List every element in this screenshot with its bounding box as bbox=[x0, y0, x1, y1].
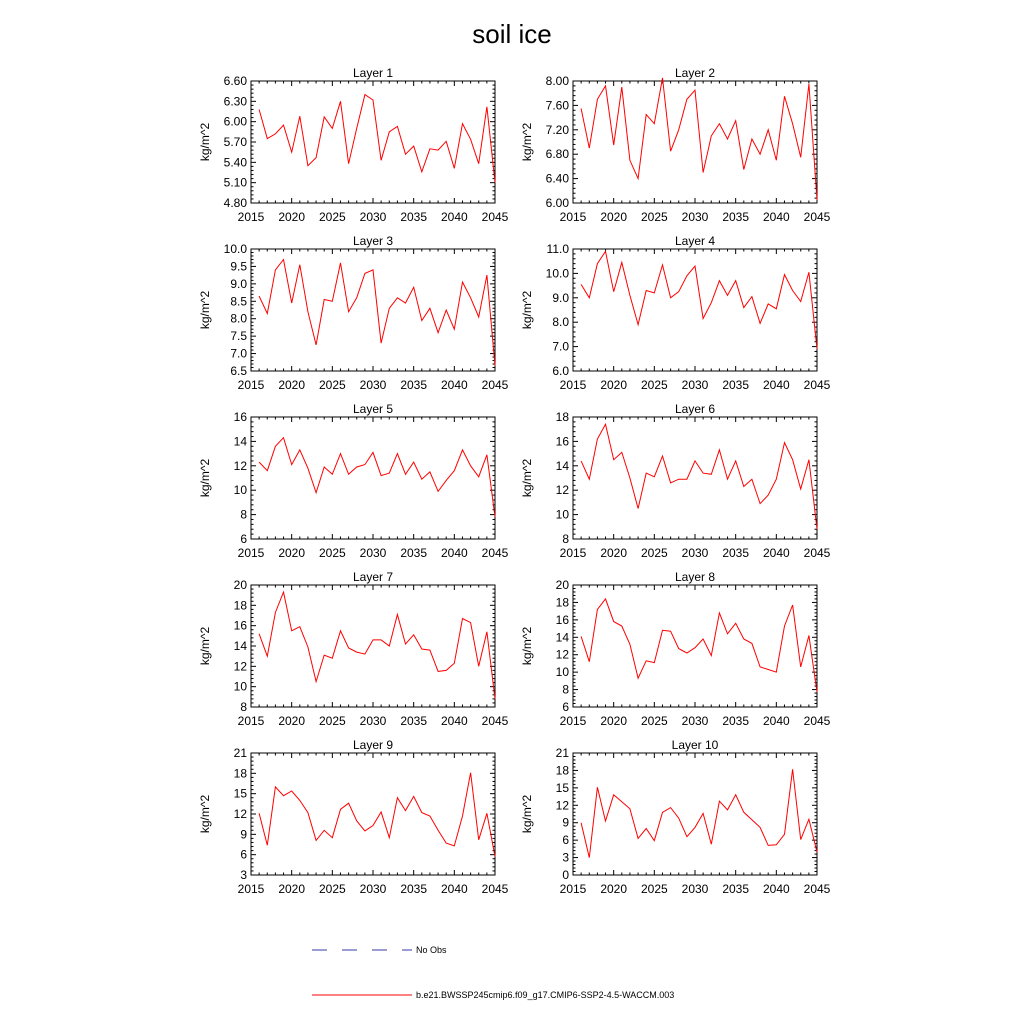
plot-frame bbox=[251, 249, 495, 371]
y-tick-label: 5.70 bbox=[223, 135, 247, 149]
x-tick-label: 2035 bbox=[722, 210, 750, 224]
y-tick-label: 12 bbox=[555, 483, 569, 498]
y-tick-label: 8 bbox=[562, 532, 569, 546]
panel-layer-2 bbox=[520, 66, 831, 224]
x-tick-label: 2015 bbox=[237, 714, 265, 728]
x-tick-label: 2035 bbox=[400, 378, 428, 392]
panel-title: Layer 9 bbox=[352, 738, 394, 752]
y-tick-label: 18 bbox=[555, 595, 569, 610]
y-axis-label: kg/m^2 bbox=[520, 794, 534, 834]
x-tick-label: 2030 bbox=[681, 882, 709, 896]
y-tick-label: 10 bbox=[233, 483, 247, 498]
x-tick-label: 2015 bbox=[559, 882, 587, 896]
x-tick-label: 2020 bbox=[600, 210, 628, 224]
y-tick-label: 14 bbox=[233, 639, 247, 653]
panel-title: Layer 4 bbox=[674, 234, 716, 248]
y-tick-label: 7.20 bbox=[545, 122, 569, 137]
y-tick-label: 7.0 bbox=[552, 339, 569, 354]
x-tick-label: 2025 bbox=[318, 546, 346, 560]
y-tick-label: 12 bbox=[555, 647, 569, 662]
y-tick-label: 8 bbox=[240, 507, 247, 522]
x-tick-label: 2020 bbox=[278, 210, 306, 224]
series-line bbox=[581, 424, 817, 529]
panels-grid bbox=[198, 66, 831, 896]
y-tick-label: 3 bbox=[562, 850, 569, 865]
x-tick-label: 2040 bbox=[762, 210, 790, 224]
x-tick-label: 2015 bbox=[559, 714, 587, 728]
x-tick-label: 2045 bbox=[481, 714, 509, 728]
y-tick-label: 6.30 bbox=[223, 94, 247, 109]
y-axis-label: kg/m^2 bbox=[198, 122, 212, 162]
legend-label-model: b.e21.BWSSP245cmip6.f09_g17.CMIP6-SSP2-4.5-WACCM.003 bbox=[416, 990, 675, 1000]
y-tick-label: 4.80 bbox=[223, 196, 247, 210]
y-tick-label: 6 bbox=[240, 847, 247, 862]
x-tick-label: 2030 bbox=[681, 378, 709, 392]
y-tick-label: 16 bbox=[555, 612, 569, 627]
x-tick-label: 2020 bbox=[278, 882, 306, 896]
x-tick-label: 2035 bbox=[722, 882, 750, 896]
x-tick-label: 2040 bbox=[440, 210, 468, 224]
panel-layer-3 bbox=[198, 234, 509, 392]
y-tick-label: 6.60 bbox=[223, 74, 247, 88]
y-tick-label: 18 bbox=[555, 410, 569, 424]
x-tick-label: 2030 bbox=[359, 378, 387, 392]
x-tick-label: 2020 bbox=[278, 714, 306, 728]
y-tick-label: 12 bbox=[233, 659, 247, 674]
y-tick-label: 18 bbox=[233, 598, 247, 613]
plot-frame bbox=[251, 585, 495, 707]
x-tick-label: 2035 bbox=[400, 714, 428, 728]
y-tick-label: 6 bbox=[562, 833, 569, 848]
y-tick-label: 12 bbox=[233, 458, 247, 473]
y-tick-label: 10 bbox=[555, 507, 569, 522]
x-tick-label: 2015 bbox=[237, 210, 265, 224]
panel-title: Layer 6 bbox=[674, 402, 716, 416]
y-tick-label: 8.00 bbox=[545, 74, 569, 88]
x-tick-label: 2025 bbox=[318, 714, 346, 728]
panel-layer-6 bbox=[520, 402, 831, 560]
panel-layer-8 bbox=[520, 570, 831, 728]
y-tick-label: 9.0 bbox=[230, 276, 247, 291]
x-tick-label: 2020 bbox=[600, 714, 628, 728]
y-tick-label: 9.0 bbox=[552, 290, 569, 305]
plot-frame bbox=[251, 753, 495, 875]
plot-frame bbox=[251, 417, 495, 539]
x-tick-label: 2035 bbox=[722, 546, 750, 560]
y-tick-label: 8 bbox=[240, 700, 247, 714]
y-tick-label: 6.00 bbox=[223, 114, 247, 129]
y-tick-label: 10 bbox=[233, 679, 247, 694]
x-tick-label: 2020 bbox=[278, 378, 306, 392]
x-tick-label: 2035 bbox=[722, 714, 750, 728]
series-line bbox=[259, 592, 495, 699]
y-tick-label: 9 bbox=[240, 827, 247, 842]
series-line bbox=[259, 773, 495, 857]
y-tick-label: 0 bbox=[562, 868, 569, 882]
x-tick-label: 2025 bbox=[640, 546, 668, 560]
plot-frame bbox=[573, 585, 817, 707]
series-line bbox=[581, 78, 817, 200]
panel-layer-5 bbox=[198, 402, 509, 560]
panel-layer-9 bbox=[198, 738, 509, 896]
y-axis-label: kg/m^2 bbox=[198, 626, 212, 666]
y-axis-label: kg/m^2 bbox=[198, 794, 212, 834]
x-tick-label: 2035 bbox=[400, 546, 428, 560]
y-tick-label: 14 bbox=[555, 458, 569, 473]
x-tick-label: 2035 bbox=[400, 210, 428, 224]
x-tick-label: 2030 bbox=[681, 210, 709, 224]
x-tick-label: 2040 bbox=[762, 546, 790, 560]
series-line bbox=[259, 95, 495, 183]
y-tick-label: 6.40 bbox=[545, 171, 569, 186]
y-tick-label: 12 bbox=[233, 807, 247, 821]
y-tick-label: 6.80 bbox=[545, 147, 569, 162]
x-tick-label: 2015 bbox=[559, 378, 587, 392]
x-tick-label: 2020 bbox=[600, 378, 628, 392]
x-tick-label: 2015 bbox=[237, 882, 265, 896]
x-tick-label: 2045 bbox=[803, 210, 831, 224]
y-tick-label: 6 bbox=[240, 532, 247, 546]
series-line bbox=[259, 438, 495, 517]
y-tick-label: 14 bbox=[555, 630, 569, 645]
x-tick-label: 2040 bbox=[762, 714, 790, 728]
y-tick-label: 21 bbox=[233, 746, 247, 760]
x-tick-label: 2045 bbox=[481, 378, 509, 392]
series-line bbox=[581, 769, 817, 857]
plot-frame bbox=[573, 81, 817, 203]
series-line bbox=[581, 599, 817, 692]
x-tick-label: 2040 bbox=[440, 882, 468, 896]
panel-layer-10 bbox=[520, 738, 831, 896]
x-tick-label: 2040 bbox=[762, 378, 790, 392]
y-axis-label: kg/m^2 bbox=[520, 626, 534, 666]
x-tick-label: 2045 bbox=[803, 378, 831, 392]
x-tick-label: 2045 bbox=[803, 882, 831, 896]
y-tick-label: 20 bbox=[555, 578, 569, 592]
x-tick-label: 2030 bbox=[359, 882, 387, 896]
y-tick-label: 11.0 bbox=[546, 242, 569, 256]
y-axis-label: kg/m^2 bbox=[198, 290, 212, 330]
x-tick-label: 2040 bbox=[440, 714, 468, 728]
x-tick-label: 2025 bbox=[318, 210, 346, 224]
y-tick-label: 9 bbox=[562, 815, 569, 830]
y-tick-label: 6 bbox=[562, 700, 569, 714]
x-tick-label: 2015 bbox=[559, 210, 587, 224]
y-tick-label: 6.5 bbox=[230, 364, 247, 378]
panel-layer-7 bbox=[198, 570, 509, 728]
y-tick-label: 12 bbox=[555, 798, 569, 813]
x-tick-label: 2045 bbox=[481, 882, 509, 896]
x-tick-label: 2045 bbox=[803, 546, 831, 560]
plot-frame bbox=[573, 753, 817, 875]
plot-frame bbox=[251, 81, 495, 203]
y-tick-label: 16 bbox=[233, 410, 247, 424]
y-tick-label: 21 bbox=[555, 746, 569, 760]
x-tick-label: 2035 bbox=[722, 378, 750, 392]
x-tick-label: 2025 bbox=[640, 882, 668, 896]
y-tick-label: 8.0 bbox=[230, 311, 247, 326]
panel-layer-4 bbox=[520, 234, 831, 392]
panel-title: Layer 5 bbox=[352, 402, 394, 416]
x-tick-label: 2025 bbox=[640, 210, 668, 224]
x-tick-label: 2030 bbox=[359, 714, 387, 728]
x-tick-label: 2045 bbox=[803, 714, 831, 728]
y-tick-label: 18 bbox=[555, 763, 569, 778]
y-tick-label: 6.00 bbox=[545, 196, 569, 210]
figure-title: soil ice bbox=[472, 19, 552, 49]
y-tick-label: 8 bbox=[562, 682, 569, 697]
x-tick-label: 2025 bbox=[640, 378, 668, 392]
y-tick-label: 8.0 bbox=[552, 315, 569, 330]
y-tick-label: 5.10 bbox=[223, 175, 247, 190]
x-tick-label: 2040 bbox=[762, 882, 790, 896]
x-tick-label: 2025 bbox=[318, 882, 346, 896]
legend-label-no-obs: No Obs bbox=[416, 945, 447, 955]
panel-title: Layer 3 bbox=[352, 234, 394, 248]
x-tick-label: 2030 bbox=[359, 210, 387, 224]
y-tick-label: 16 bbox=[555, 434, 569, 449]
y-tick-label: 10 bbox=[555, 665, 569, 680]
plot-frame bbox=[573, 417, 817, 539]
panel-title: Layer 2 bbox=[674, 66, 716, 80]
y-tick-label: 10.0 bbox=[223, 242, 247, 256]
x-tick-label: 2045 bbox=[481, 546, 509, 560]
x-tick-label: 2015 bbox=[237, 546, 265, 560]
x-tick-label: 2030 bbox=[681, 714, 709, 728]
y-tick-label: 3 bbox=[240, 868, 247, 882]
y-axis-label: kg/m^2 bbox=[520, 458, 534, 498]
y-tick-label: 5.40 bbox=[223, 155, 247, 170]
x-tick-label: 2020 bbox=[278, 546, 306, 560]
panel-title: Layer 10 bbox=[671, 738, 719, 752]
x-tick-label: 2035 bbox=[400, 882, 428, 896]
panel-title: Layer 8 bbox=[674, 570, 716, 584]
y-tick-label: 20 bbox=[233, 578, 247, 592]
x-tick-label: 2040 bbox=[440, 546, 468, 560]
y-axis-label: kg/m^2 bbox=[520, 290, 534, 330]
y-tick-label: 10.0 bbox=[545, 266, 569, 281]
x-tick-label: 2025 bbox=[640, 714, 668, 728]
panel-layer-1 bbox=[198, 66, 509, 224]
y-tick-label: 15 bbox=[233, 786, 247, 801]
panel-title: Layer 7 bbox=[352, 570, 394, 584]
x-tick-label: 2020 bbox=[600, 882, 628, 896]
y-axis-label: kg/m^2 bbox=[520, 122, 534, 162]
y-tick-label: 9.5 bbox=[230, 259, 247, 274]
y-axis-label: kg/m^2 bbox=[198, 458, 212, 498]
x-tick-label: 2015 bbox=[237, 378, 265, 392]
legend bbox=[312, 945, 674, 1000]
x-tick-label: 2045 bbox=[481, 210, 509, 224]
y-tick-label: 8.5 bbox=[230, 294, 247, 309]
x-tick-label: 2015 bbox=[559, 546, 587, 560]
x-tick-label: 2030 bbox=[681, 546, 709, 560]
y-tick-label: 7.5 bbox=[230, 329, 247, 344]
x-tick-label: 2020 bbox=[600, 546, 628, 560]
y-tick-label: 6.0 bbox=[552, 364, 569, 378]
y-tick-label: 7.0 bbox=[230, 346, 247, 361]
y-tick-label: 16 bbox=[233, 618, 247, 633]
y-tick-label: 15 bbox=[555, 780, 569, 795]
x-tick-label: 2030 bbox=[359, 546, 387, 560]
y-tick-label: 18 bbox=[233, 766, 247, 781]
x-tick-label: 2025 bbox=[318, 378, 346, 392]
series-line bbox=[259, 260, 495, 366]
panel-title: Layer 1 bbox=[352, 66, 394, 80]
x-tick-label: 2040 bbox=[440, 378, 468, 392]
y-tick-label: 14 bbox=[233, 434, 247, 449]
y-tick-label: 7.60 bbox=[545, 98, 569, 113]
series-line bbox=[581, 251, 817, 349]
